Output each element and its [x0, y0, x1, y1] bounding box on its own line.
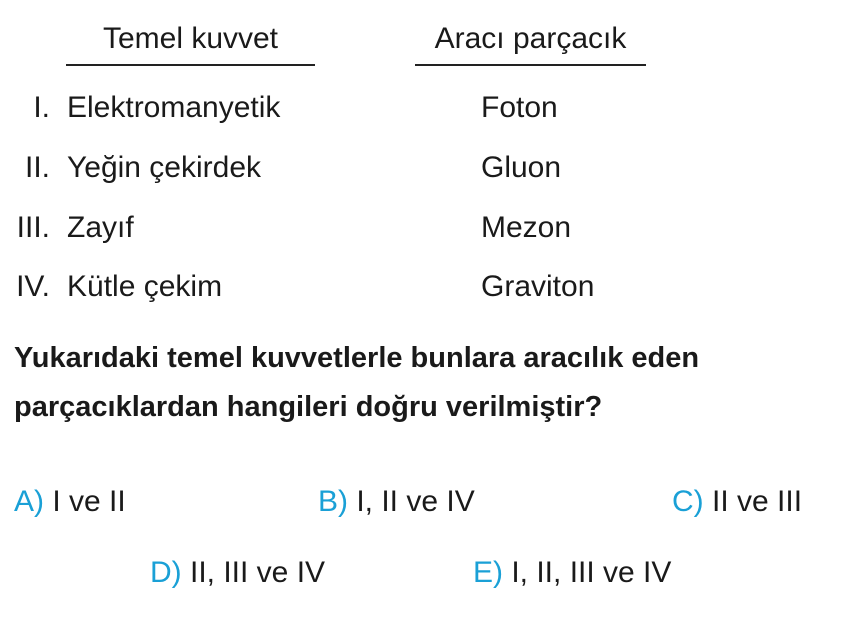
- table-row: [0, 88, 867, 128]
- row-particle: Mezon: [481, 211, 572, 244]
- row-particle: Foton: [481, 91, 558, 124]
- question-line-2: parçacıklardan hangileri doğru verilmiştir?: [14, 391, 603, 423]
- table-row: [0, 148, 867, 188]
- choice-text: I, II, III ve IV: [511, 556, 672, 589]
- row-force: Kütle çekim: [67, 270, 223, 303]
- row-numeral: I.: [33, 91, 50, 124]
- header-particle-underline: [415, 64, 646, 66]
- row-force: Yeğin çekirdek: [67, 151, 262, 184]
- row-numeral: IV.: [16, 270, 50, 303]
- table-row: [0, 267, 867, 307]
- choice-letter: E): [473, 556, 503, 589]
- choice-b[interactable]: [318, 482, 475, 522]
- choice-letter: C): [672, 485, 704, 518]
- row-force: Elektromanyetik: [67, 91, 281, 124]
- header-force-underline: [66, 64, 315, 66]
- choice-d[interactable]: [150, 553, 325, 593]
- choice-text: II, III ve IV: [190, 556, 326, 589]
- table-row: [0, 208, 867, 248]
- row-numeral: II.: [24, 151, 50, 184]
- header-particle: Aracı parçacık: [434, 22, 627, 55]
- header-force: Temel kuvvet: [102, 22, 279, 55]
- row-particle: Gluon: [481, 151, 562, 184]
- choice-c[interactable]: [672, 482, 802, 522]
- question-text: [14, 334, 854, 432]
- question-line-1: Yukarıdaki temel kuvvetlerle bunlara aracılık eden: [14, 342, 700, 374]
- row-numeral: III.: [16, 211, 50, 244]
- row-particle: Graviton: [481, 270, 595, 303]
- choice-text: I ve II: [52, 485, 126, 518]
- choice-letter: B): [318, 485, 348, 518]
- row-force: Zayıf: [67, 211, 134, 244]
- choice-text: I, II ve IV: [356, 485, 475, 518]
- choice-a[interactable]: [14, 482, 126, 522]
- choice-text: II ve III: [712, 485, 803, 518]
- choice-letter: A): [14, 485, 44, 518]
- choice-e[interactable]: [473, 553, 671, 593]
- choice-letter: D): [150, 556, 182, 589]
